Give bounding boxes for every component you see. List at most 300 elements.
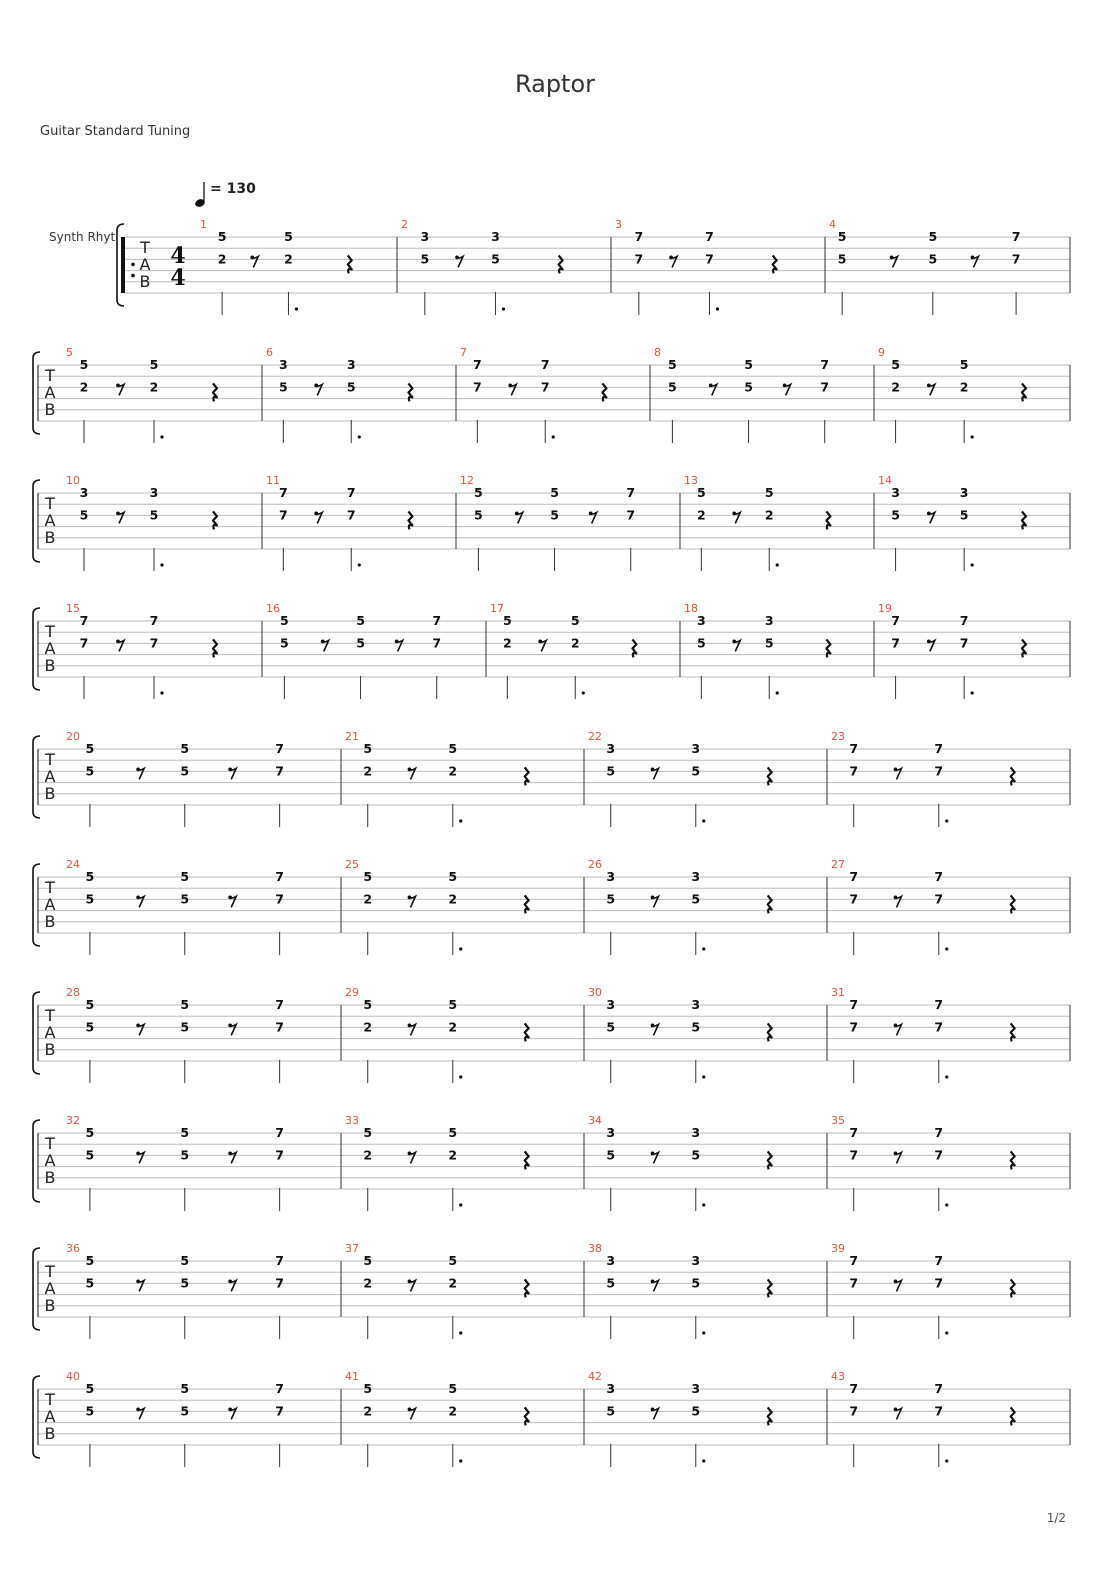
fret-number: 5 <box>278 379 288 395</box>
fret-number: 7 <box>705 251 714 267</box>
fret-number: 7 <box>149 635 159 651</box>
measure-number: 6 <box>266 346 273 359</box>
measure <box>831 730 1015 827</box>
system-bracket <box>33 608 40 690</box>
measure-number: 32 <box>66 1114 80 1127</box>
fret-number: 7 <box>275 869 284 884</box>
measure <box>878 474 1026 571</box>
fret-number: 7 <box>959 635 969 651</box>
measure-number: 33 <box>345 1114 359 1127</box>
staff-system <box>33 1114 1070 1211</box>
fret-number: 7 <box>540 379 550 395</box>
fret-number: 7 <box>849 763 859 779</box>
dotted-note-dot <box>702 1075 705 1078</box>
fret-number: 2 <box>959 379 969 395</box>
fret-number: 5 <box>363 741 373 756</box>
fret-number: 7 <box>275 997 284 1012</box>
fret-number: 2 <box>363 1019 373 1035</box>
fret-number: 5 <box>668 379 677 395</box>
fret-number: 7 <box>79 635 89 651</box>
fret-number: 3 <box>691 997 701 1012</box>
tab-clef <box>44 1134 55 1187</box>
system-bracket <box>33 480 40 562</box>
dotted-note-dot <box>160 691 163 694</box>
fret-number: 5 <box>696 485 706 500</box>
fret-number: 2 <box>363 763 373 779</box>
measure-number: 8 <box>654 346 661 359</box>
measure <box>831 1242 1015 1339</box>
fret-number: 3 <box>691 741 701 756</box>
fret-number: 5 <box>180 1019 190 1035</box>
fret-number: 3 <box>606 1253 616 1268</box>
fret-number: 3 <box>606 741 616 756</box>
measure <box>490 602 636 699</box>
measure <box>66 1242 284 1339</box>
fret-number: 5 <box>180 891 190 907</box>
tab-clef-letter: T <box>45 622 55 641</box>
fret-number: 7 <box>934 741 944 756</box>
fret-number: 5 <box>606 891 616 907</box>
fret-number: 7 <box>1011 251 1021 267</box>
staff-system <box>33 602 1070 699</box>
measure <box>831 858 1015 955</box>
fret-number: 7 <box>275 1403 284 1419</box>
fret-number: 3 <box>606 997 616 1012</box>
measure <box>66 1370 284 1467</box>
fret-number: 5 <box>363 1253 373 1268</box>
fret-number: 2 <box>448 1275 458 1291</box>
measure <box>831 1370 1015 1467</box>
tab-clef <box>139 238 150 291</box>
measure <box>684 602 830 699</box>
fret-number: 2 <box>891 379 900 395</box>
fret-number: 5 <box>837 251 847 267</box>
fret-number: 7 <box>705 229 714 244</box>
staff-system <box>33 986 1070 1083</box>
fret-number: 5 <box>691 763 701 779</box>
system-bracket <box>33 1376 40 1458</box>
measure <box>66 986 284 1083</box>
measure-number: 16 <box>266 602 280 615</box>
measure <box>200 218 352 315</box>
tab-clef-letter: B <box>44 656 56 675</box>
fret-number: 5 <box>180 763 190 779</box>
measure <box>266 474 412 571</box>
fret-number: 2 <box>448 891 458 907</box>
fret-number: 5 <box>280 635 289 651</box>
measure-number: 1 <box>200 218 207 231</box>
tab-clef-letter: A <box>44 767 56 786</box>
dotted-note-dot <box>295 307 298 310</box>
dotted-note-dot <box>971 435 974 438</box>
fret-number: 5 <box>217 229 227 244</box>
fret-number: 3 <box>959 485 969 500</box>
fret-number: 7 <box>275 1125 284 1140</box>
tab-clef-letter: B <box>44 528 56 547</box>
dotted-note-dot <box>160 563 163 566</box>
tab-clef-letter: T <box>45 750 55 769</box>
dotted-note-dot <box>945 1203 948 1206</box>
fret-number: 5 <box>363 869 373 884</box>
fret-number: 5 <box>959 507 969 523</box>
measure-number: 42 <box>588 1370 602 1383</box>
fret-number: 5 <box>502 613 512 628</box>
fret-number: 2 <box>502 635 512 651</box>
measure-number: 10 <box>66 474 80 487</box>
dotted-note-dot <box>776 691 779 694</box>
measure-number: 15 <box>66 602 80 615</box>
measure <box>460 346 606 443</box>
fret-number: 5 <box>180 997 190 1012</box>
measure-number: 14 <box>878 474 892 487</box>
fret-number: 5 <box>491 251 500 267</box>
system-bracket <box>33 352 40 434</box>
fret-number: 5 <box>448 869 458 884</box>
fret-number: 3 <box>606 1125 616 1140</box>
measure-number: 41 <box>345 1370 359 1383</box>
fret-number: 5 <box>85 1125 95 1140</box>
dotted-note-dot <box>358 435 361 438</box>
dotted-note-dot <box>945 947 948 950</box>
fret-number: 7 <box>934 997 944 1012</box>
measure <box>831 1114 1015 1211</box>
measure <box>401 218 563 315</box>
system-bracket <box>33 1120 40 1202</box>
fret-number: 5 <box>550 507 559 523</box>
fret-number: 7 <box>849 1253 859 1268</box>
fret-number: 5 <box>346 379 356 395</box>
dotted-note-dot <box>945 1331 948 1334</box>
fret-number: 2 <box>696 507 706 523</box>
fret-number: 3 <box>278 357 288 372</box>
fret-number: 5 <box>85 869 95 884</box>
measure <box>345 986 529 1083</box>
dotted-note-dot <box>971 563 974 566</box>
dotted-note-dot <box>702 1203 705 1206</box>
measure <box>266 602 441 699</box>
tab-clef-letter: T <box>45 1390 55 1409</box>
fret-number: 5 <box>691 1019 701 1035</box>
measure-number: 7 <box>460 346 467 359</box>
fret-number: 5 <box>363 997 373 1012</box>
fret-number: 3 <box>891 485 900 500</box>
measure-number: 20 <box>66 730 80 743</box>
dotted-note-dot <box>971 691 974 694</box>
dotted-note-dot <box>945 1075 948 1078</box>
dotted-note-dot <box>459 1203 462 1206</box>
fret-number: 5 <box>180 1275 190 1291</box>
fret-number: 5 <box>85 997 95 1012</box>
fret-number: 5 <box>606 1019 616 1035</box>
measure <box>588 986 772 1083</box>
staff-system <box>117 218 1070 315</box>
measure <box>588 1114 772 1211</box>
fret-number: 5 <box>448 997 458 1012</box>
fret-number: 5 <box>280 613 289 628</box>
fret-number: 5 <box>85 763 95 779</box>
fret-number: 5 <box>85 1147 95 1163</box>
measure <box>66 346 217 443</box>
measure <box>878 346 1026 443</box>
measure-number: 11 <box>266 474 280 487</box>
measure <box>345 858 529 955</box>
measure-number: 23 <box>831 730 845 743</box>
fret-number: 7 <box>275 1275 284 1291</box>
system-bracket <box>33 992 40 1074</box>
fret-number: 5 <box>85 891 95 907</box>
dotted-note-dot <box>582 691 585 694</box>
fret-number: 5 <box>764 635 774 651</box>
fret-number: 7 <box>634 251 644 267</box>
fret-number: 5 <box>85 1019 95 1035</box>
fret-number: 7 <box>849 1275 859 1291</box>
fret-number: 3 <box>764 613 774 628</box>
fret-number: 5 <box>85 741 95 756</box>
fret-number: 2 <box>363 891 373 907</box>
dotted-note-dot <box>776 563 779 566</box>
fret-number: 5 <box>363 1381 373 1396</box>
measure-number: 31 <box>831 986 845 999</box>
fret-number: 7 <box>934 1275 944 1291</box>
fret-number: 3 <box>491 229 500 244</box>
fret-number: 5 <box>928 229 938 244</box>
measure <box>66 1114 284 1211</box>
measure-number: 29 <box>345 986 359 999</box>
fret-number: 2 <box>448 1019 458 1035</box>
fret-number: 7 <box>934 1125 944 1140</box>
measure <box>66 730 284 827</box>
fret-number: 5 <box>606 1147 616 1163</box>
dotted-note-dot <box>702 1459 705 1462</box>
measure <box>345 1370 529 1467</box>
fret-number: 7 <box>934 1381 944 1396</box>
measure <box>831 986 1015 1083</box>
dotted-note-dot <box>502 307 505 310</box>
measure <box>66 602 217 699</box>
measure <box>345 1114 529 1211</box>
staff-system <box>33 730 1070 827</box>
fret-number: 5 <box>837 229 847 244</box>
dotted-note-dot <box>459 1459 462 1462</box>
tab-clef-letter: B <box>44 912 56 931</box>
fret-number: 5 <box>79 357 89 372</box>
dotted-note-dot <box>459 1331 462 1334</box>
fret-number: 2 <box>448 1147 458 1163</box>
measure-number: 12 <box>460 474 474 487</box>
fret-number: 3 <box>149 485 159 500</box>
fret-number: 3 <box>691 1253 701 1268</box>
tempo-value: = 130 <box>210 181 256 197</box>
tab-clef-letter: A <box>44 1023 56 1042</box>
tuning-label: Guitar Standard Tuning <box>40 124 191 139</box>
fret-number: 7 <box>849 891 859 907</box>
measure <box>684 474 830 571</box>
tab-clef <box>44 1006 55 1059</box>
fret-number: 5 <box>474 507 483 523</box>
fret-number: 5 <box>149 357 159 372</box>
measure-number: 40 <box>66 1370 80 1383</box>
measure-number: 36 <box>66 1242 80 1255</box>
fret-number: 5 <box>744 379 753 395</box>
fret-number: 7 <box>849 869 859 884</box>
time-signature-bottom: 4 <box>170 265 186 291</box>
measure-number: 5 <box>66 346 73 359</box>
staff-system <box>33 1370 1070 1467</box>
measure-number: 30 <box>588 986 602 999</box>
fret-number: 7 <box>959 613 969 628</box>
fret-number: 7 <box>626 507 636 523</box>
fret-number: 7 <box>849 1381 859 1396</box>
fret-number: 5 <box>696 635 706 651</box>
fret-number: 5 <box>691 1275 701 1291</box>
staff-system <box>33 858 1070 955</box>
tab-clef-letter: T <box>45 878 55 897</box>
fret-number: 3 <box>606 869 616 884</box>
fret-number: 2 <box>79 379 89 395</box>
fret-number: 7 <box>79 613 89 628</box>
measure-number: 24 <box>66 858 80 871</box>
dotted-note-dot <box>702 947 705 950</box>
tab-clef-letter: A <box>44 1279 56 1298</box>
fret-number: 3 <box>691 1125 701 1140</box>
tab-clef <box>44 366 55 419</box>
fret-number: 7 <box>934 1403 944 1419</box>
measure-number: 18 <box>684 602 698 615</box>
fret-number: 7 <box>472 357 482 372</box>
measure <box>66 474 217 571</box>
fret-number: 7 <box>934 891 944 907</box>
fret-number: 5 <box>959 357 969 372</box>
fret-number: 5 <box>448 1253 458 1268</box>
fret-number: 7 <box>849 741 859 756</box>
system-bracket <box>33 1248 40 1330</box>
tab-clef-letter: B <box>44 1168 56 1187</box>
fret-number: 7 <box>472 379 482 395</box>
fret-number: 5 <box>356 613 365 628</box>
fret-number: 3 <box>696 613 706 628</box>
measure-number: 37 <box>345 1242 359 1255</box>
fret-number: 5 <box>891 507 900 523</box>
fret-number: 7 <box>432 635 442 651</box>
measure-number: 2 <box>401 218 408 231</box>
fret-number: 5 <box>420 251 430 267</box>
tab-clef <box>44 1262 55 1315</box>
measure-number: 4 <box>829 218 836 231</box>
fret-number: 7 <box>934 1147 944 1163</box>
fret-number: 5 <box>79 507 89 523</box>
staff-system <box>33 346 1070 443</box>
fret-number: 5 <box>180 869 190 884</box>
dotted-note-dot <box>702 819 705 822</box>
fret-number: 2 <box>363 1403 373 1419</box>
measure-number: 43 <box>831 1370 845 1383</box>
fret-number: 5 <box>764 485 774 500</box>
fret-number: 7 <box>275 891 284 907</box>
fret-number: 7 <box>934 1019 944 1035</box>
tab-clef-letter: B <box>44 400 56 419</box>
fret-number: 5 <box>606 1275 616 1291</box>
tab-clef-letter: A <box>44 383 56 402</box>
song-title: Raptor <box>514 70 596 98</box>
fret-number: 5 <box>550 485 559 500</box>
fret-number: 7 <box>275 1381 284 1396</box>
fret-number: 5 <box>180 741 190 756</box>
fret-number: 5 <box>284 229 293 244</box>
fret-number: 5 <box>180 1403 190 1419</box>
fret-number: 5 <box>668 357 677 372</box>
dotted-note-dot <box>459 1075 462 1078</box>
fret-number: 7 <box>934 763 944 779</box>
system-bracket <box>33 864 40 946</box>
measure <box>878 602 1026 699</box>
fret-number: 3 <box>79 485 89 500</box>
tab-clef-letter: T <box>45 1134 55 1153</box>
fret-number: 5 <box>691 1403 701 1419</box>
tab-clef-letter: A <box>44 1407 56 1426</box>
tab-clef-letter: T <box>45 1262 55 1281</box>
fret-number: 3 <box>691 1381 701 1396</box>
measure-number: 34 <box>588 1114 602 1127</box>
fret-number: 7 <box>849 1403 859 1419</box>
fret-number: 5 <box>149 507 159 523</box>
tab-clef-letter: T <box>45 494 55 513</box>
fret-number: 5 <box>448 1125 458 1140</box>
fret-number: 5 <box>570 613 580 628</box>
fret-number: 7 <box>849 997 859 1012</box>
measure-number: 21 <box>345 730 359 743</box>
dotted-note-dot <box>945 819 948 822</box>
system-bracket <box>33 736 40 818</box>
fret-number: 7 <box>820 357 830 372</box>
tab-clef-letter: T <box>45 1006 55 1025</box>
measure <box>266 346 412 443</box>
fret-number: 5 <box>691 1147 701 1163</box>
fret-number: 2 <box>363 1147 373 1163</box>
fret-number: 5 <box>85 1381 95 1396</box>
fret-number: 7 <box>275 1253 284 1268</box>
tab-clef-letter: A <box>44 895 56 914</box>
fret-number: 3 <box>691 869 701 884</box>
fret-number: 5 <box>180 1125 190 1140</box>
measure-number: 28 <box>66 986 80 999</box>
fret-number: 5 <box>85 1253 95 1268</box>
dotted-note-dot <box>459 819 462 822</box>
track-name: Synth Rhyt <box>49 230 116 244</box>
measure <box>588 730 772 827</box>
page-number: 1/2 <box>1046 1511 1066 1525</box>
fret-number: 3 <box>420 229 430 244</box>
tab-clef-letter: A <box>44 511 56 530</box>
tab-clef-letter: A <box>44 639 56 658</box>
tab-clef-letter: B <box>44 1424 56 1443</box>
measure-number: 27 <box>831 858 845 871</box>
dotted-note-dot <box>459 947 462 950</box>
fret-number: 7 <box>275 763 284 779</box>
measure <box>345 730 529 827</box>
dotted-note-dot <box>358 563 361 566</box>
fret-number: 2 <box>448 1403 458 1419</box>
tab-clef <box>44 622 55 675</box>
repeat-dot <box>131 263 135 267</box>
fret-number: 7 <box>1011 229 1021 244</box>
tab-clef-letter: T <box>140 238 150 257</box>
measure <box>588 1242 772 1339</box>
tab-clef-letter: T <box>45 366 55 385</box>
measure-number: 22 <box>588 730 602 743</box>
fret-number: 7 <box>849 1019 859 1035</box>
fret-number: 5 <box>606 1403 616 1419</box>
fret-number: 5 <box>85 1403 95 1419</box>
